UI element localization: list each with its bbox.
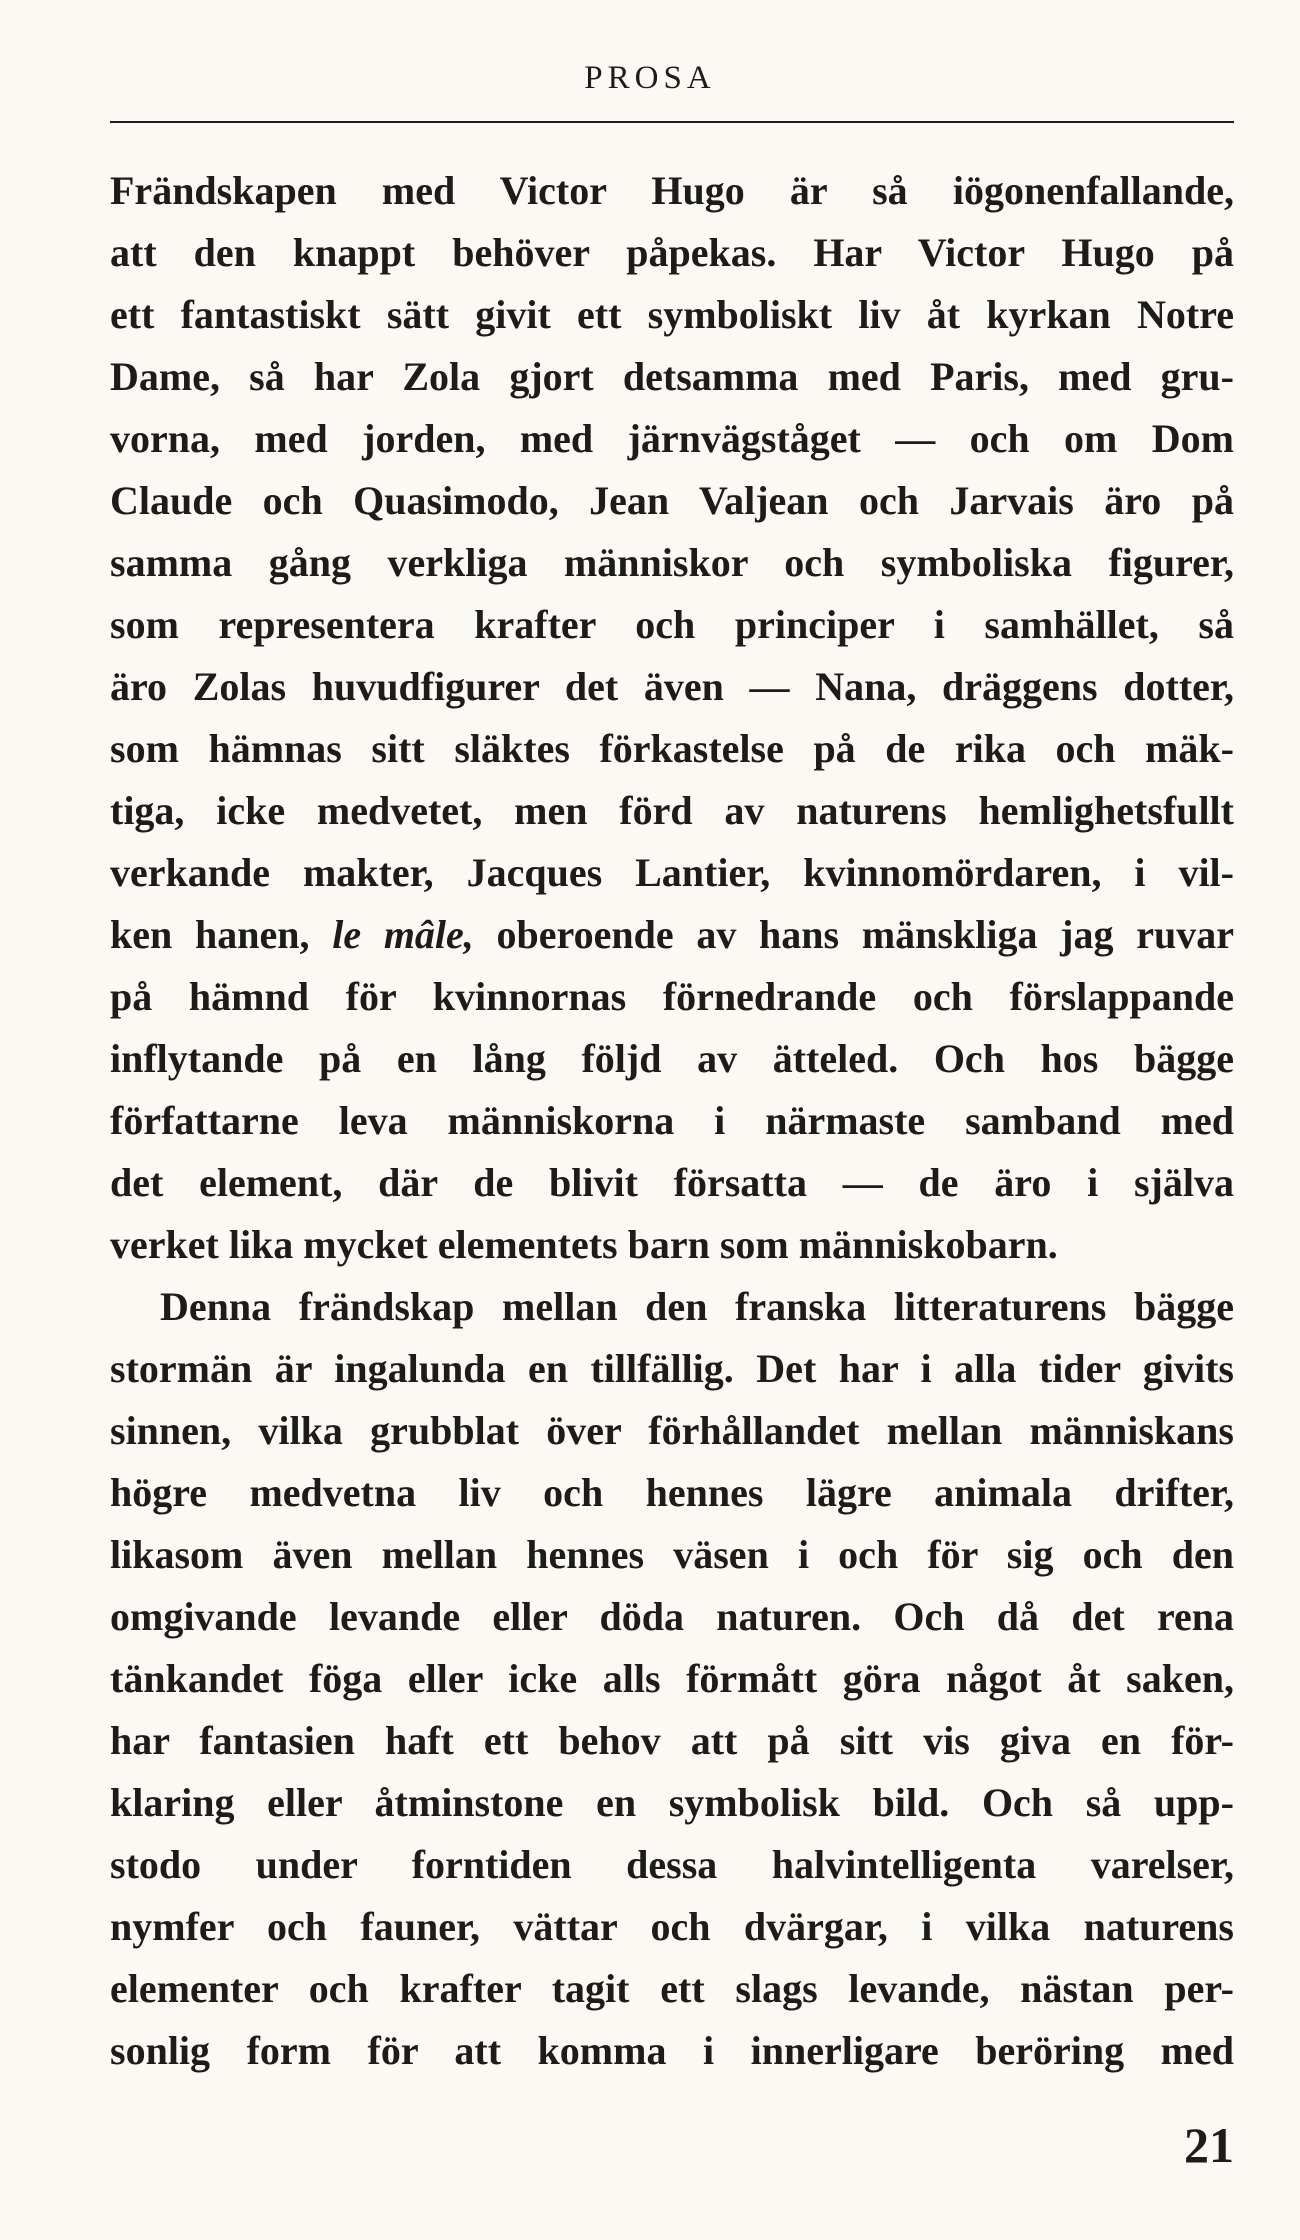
text-line: klaring eller åtminstone en symbolisk bild. Och så upp- [110, 1780, 1234, 1825]
text-line: sinnen, vilka grubblat över förhållandet mellan människans [110, 1408, 1234, 1453]
text-line: inflytande på en lång följd av ätteled. Och hos bägge [110, 1036, 1234, 1081]
text-line: som hämnas sitt släktes förkastelse på de rika och mäk- [110, 726, 1234, 771]
text-line: ett fantastiskt sätt givit ett symboliskt liv åt kyrkan Notre [110, 292, 1234, 337]
text-line: Dame, så har Zola gjort detsamma med Paris, med gru- [110, 354, 1234, 399]
text-line: tänkandet föga eller icke alls förmått göra något åt saken, [110, 1656, 1234, 1701]
text-line: elementer och krafter tagit ett slags levande, nästan per- [110, 1966, 1234, 2011]
text-line: verket lika mycket elementets barn som människobarn. [110, 1222, 1058, 1267]
text-line: verkande makter, Jacques Lantier, kvinnomördaren, i vil- [110, 850, 1234, 895]
text-line: har fantasien haft ett behov att på sitt vis giva en för- [110, 1718, 1234, 1763]
text-line: omgivande levande eller döda naturen. Och då det rena [110, 1594, 1234, 1639]
text-line: högre medvetna liv och hennes lägre animala drifter, [110, 1470, 1234, 1515]
text-line: tiga, icke medvetet, men förd av naturens hemlighetsfullt [110, 788, 1234, 833]
text-run: oberoende av hans mänskliga jag ruvar [473, 912, 1234, 957]
text-line: Claude och Quasimodo, Jean Valjean och Jarvais äro på [110, 478, 1234, 523]
text-line: på hämnd för kvinnornas förnedrande och förslappande [110, 974, 1234, 1019]
italic-term: le mâle, [332, 912, 474, 957]
running-head: PROSA [584, 60, 716, 96]
body-text [110, 160, 1234, 2082]
text-line: att den knappt behöver påpekas. Har Victor Hugo på [110, 230, 1234, 275]
text-run: ken hanen, [110, 912, 333, 957]
header-rule [110, 121, 1234, 123]
text-line: Denna frändskap mellan den franska litteraturens bägge [160, 1284, 1234, 1329]
text-line: författarne leva människorna i närmaste samband med [110, 1098, 1234, 1143]
text-line: äro Zolas huvudfigurer det även — Nana, dräggens dotter, [110, 664, 1234, 709]
text-line: sonlig form för att komma i innerligare beröring med [110, 2028, 1234, 2073]
text-line: likasom även mellan hennes väsen i och för sig och den [110, 1532, 1234, 1577]
text-line: Frändskapen med Victor Hugo är så iögonenfallande, [110, 168, 1234, 213]
text-line: stormän är ingalunda en tillfällig. Det har i alla tider givits [110, 1346, 1234, 1391]
text-line-with-italic [110, 904, 1234, 966]
text-line: som representera krafter och principer i samhället, så [110, 602, 1234, 647]
text-line: nymfer och fauner, vättar och dvärgar, i vilka naturens [110, 1904, 1234, 1949]
text-line: stodo under forntiden dessa halvintelligenta varelser, [110, 1842, 1234, 1887]
page-number: 21 [1184, 2117, 1234, 2173]
text-line: samma gång verkliga människor och symboliska figurer, [110, 540, 1234, 585]
text-line: vorna, med jorden, med järnvägståget — och om Dom [110, 416, 1234, 461]
text-line: det element, där de blivit försatta — de äro i själva [110, 1160, 1234, 1205]
